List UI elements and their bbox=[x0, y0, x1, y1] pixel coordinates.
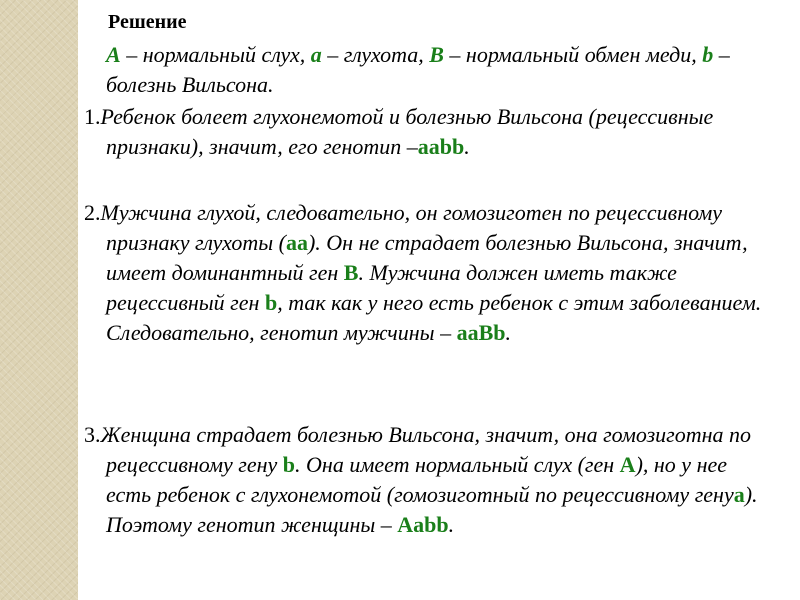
item-text: . bbox=[505, 320, 511, 345]
intro-text-4: – болезнь Вильсона. bbox=[106, 42, 730, 97]
list-item-1 bbox=[84, 102, 764, 162]
list-item-3 bbox=[84, 420, 764, 540]
gene-B: B bbox=[343, 260, 359, 285]
gene-b: b bbox=[264, 290, 278, 315]
gene-b: b bbox=[282, 452, 296, 477]
allele-a: а bbox=[310, 42, 322, 67]
item-number: 3. bbox=[84, 422, 101, 447]
decorative-side-band bbox=[0, 0, 78, 600]
item-text: ). Поэтому генотип женщины – bbox=[106, 482, 758, 537]
item-number: 2. bbox=[84, 200, 101, 225]
allele-b: b bbox=[702, 42, 714, 67]
genotype-woman: Aabb bbox=[397, 512, 449, 537]
item-text: ), но у нее есть ребенок с глухонемотой (гомозиготный по рецессивному гену bbox=[106, 452, 734, 507]
intro-text-1: – нормальный слух, bbox=[120, 42, 311, 67]
item-number: 1. bbox=[84, 104, 101, 129]
allele-A: А bbox=[106, 42, 121, 67]
genotype-man: aaBb bbox=[456, 320, 506, 345]
item-text: Женщина страдает болезнью Вильсона, значит, она гомозиготна по рецессивному гену bbox=[100, 422, 752, 477]
slide-content bbox=[84, 0, 784, 600]
item-text: ). Он не страдает болезнью Вильсона, значит, имеет доминантный ген bbox=[106, 230, 748, 285]
item-text: . Мужчина должен иметь также рецессивный ген bbox=[106, 260, 677, 315]
list-item-2 bbox=[84, 198, 764, 348]
item-text: . bbox=[464, 134, 470, 159]
item-text: . bbox=[448, 512, 455, 537]
gene-a: a bbox=[733, 482, 745, 507]
item-text: , так как у него есть ребенок с этим заболеванием. Следовательно, генотип мужчины – bbox=[106, 290, 762, 345]
heading: Решение bbox=[108, 11, 187, 33]
genotype-aa: аа bbox=[285, 230, 308, 255]
gene-A: A bbox=[619, 452, 636, 477]
intro-text-2: – глухота, bbox=[321, 42, 430, 67]
item-text: . Она имеет нормальный слух (ген bbox=[295, 452, 620, 477]
allele-B: В bbox=[429, 42, 444, 67]
item-text: Ребенок болеет глухонемотой и болезнью Вильсона (рецессивные признаки), значит, его генотип – bbox=[100, 104, 714, 159]
intro-paragraph bbox=[106, 40, 774, 100]
genotype-child: aabb bbox=[417, 134, 465, 159]
item-text: Мужчина глухой, следовательно, он гомозиготен по рецессивному признаку глухоты ( bbox=[100, 200, 723, 255]
intro-text-3: – нормальный обмен меди, bbox=[443, 42, 703, 67]
